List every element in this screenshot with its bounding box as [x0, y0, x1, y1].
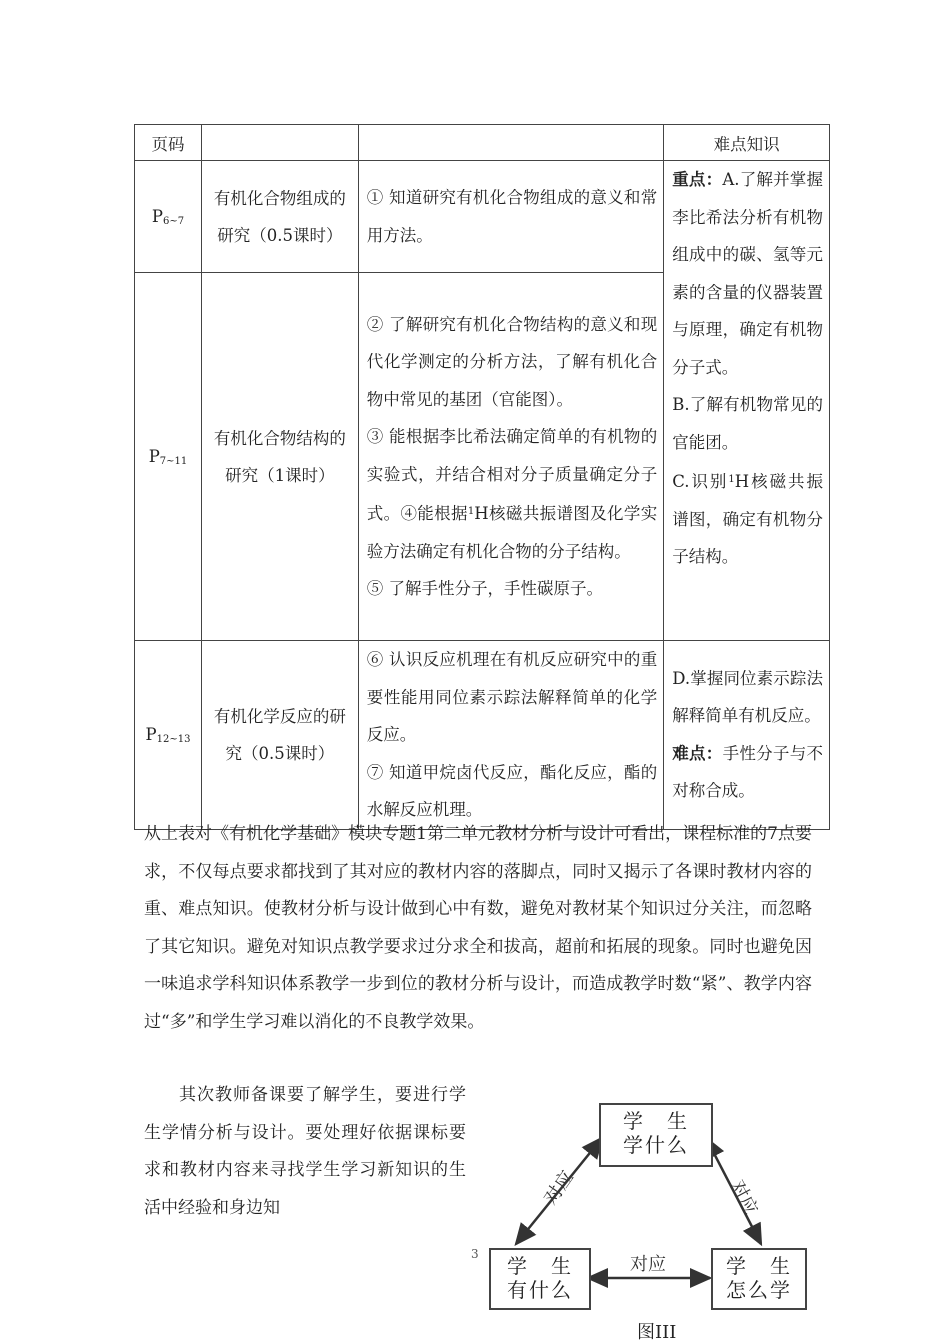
body-paragraph-1: 从上表对《有机化学基础》模块专题1第二单元教材分析与设计可看出，课程标准的7点要求，不仅每点要求都找到了其对应的教材内容的落脚点，同时又揭示了各课时教材内容的重、难点知识。使教材分析与设计做到心中有数，避免对教材某个知识过分关注，而忽略了其它知识。避免对知识点教学要求过分求全和拔高，超前和拓展的现象。同时也避免因一味追求学科知识体系教学一步到位的教材分析与设计，而造成教学时数“紧”、教学内容过“多”和学生学习难以消化的不良教学效果。	[144, 824, 812, 1032]
section-cell: 有机化合物组成的研究（0.5课时）	[201, 161, 358, 273]
header-empty-cell-3	[358, 125, 663, 161]
page-range-cell: $P_{12\sim 13}$	[135, 641, 202, 830]
how-students-learn-box: 学 生 怎么学	[711, 1248, 807, 1310]
edge-bottom-label: 对应	[630, 1254, 666, 1275]
what-students-learn-box: 学 生 学什么	[599, 1103, 713, 1167]
what-students-have-box: 学 生 有什么	[489, 1248, 591, 1310]
page-number: 3	[471, 1247, 479, 1261]
section-cell: 有机化合物结构的研究（1课时）	[201, 273, 358, 641]
objective-cell: ① 知道研究有机化合物组成的意义和常用方法。	[358, 161, 663, 273]
table-row	[135, 161, 830, 273]
figure-caption: 图III	[637, 1322, 677, 1343]
edge-right-label: 对应	[725, 1176, 762, 1219]
body-paragraph-2: 其次教师备课要了解学生，要进行学生学情分析与设计。要处理好依据课标要求和教材内容来寻找学生学习新知识的生活中经验和身边知	[144, 1085, 466, 1218]
table-row	[135, 641, 830, 830]
key-points-cell: 重点：A.了解并掌握李比希法分析有机物组成中的碳、氢等元素的含量的仪器装置与原理，确定有机物分子式。 B.了解有机物常见的官能团。 C.识别$^1$H核磁共振谱图，确定有机物分子结构。	[664, 161, 830, 641]
page-range-cell: $P_{7\sim 11}$	[135, 273, 202, 641]
header-key-knowledge-cell: 难点知识	[664, 125, 830, 161]
table-header-row	[135, 125, 830, 161]
curriculum-table	[134, 124, 830, 830]
page-range-cell: $P_{6\sim 7}$	[135, 161, 202, 273]
objective-cell: ② 了解研究有机化合物结构的意义和现代化学测定的分析方法，了解有机化合物中常见的基团（官能图）。 ③ 能根据李比希法确定简单的有机物的实验式，并结合相对分子质量确定分子式。④能根据$^1$H核磁共振谱图及化学实验方法确定有机化合物的分子结构。 ⑤ 了解手性分子，手性碳原子。	[358, 273, 663, 641]
section-cell: 有机化学反应的研究（0.5课时）	[201, 641, 358, 830]
objective-cell: ⑥ 认识反应机理在有机反应研究中的重要性能用同位素示踪法解释简单的化学反应。 ⑦ 知道甲烷卤代反应，酯化反应，酯的水解反应机理。	[358, 641, 663, 830]
difficulty-cell: D.掌握同位素示踪法解释简单有机反应。 难点：手性分子与不对称合成。	[664, 641, 830, 830]
header-empty-cell-2	[201, 125, 358, 161]
edge-left-label: 对应	[540, 1167, 579, 1209]
header-page-cell: 页码	[135, 125, 202, 161]
student-analysis-diagram	[478, 1090, 838, 1344]
